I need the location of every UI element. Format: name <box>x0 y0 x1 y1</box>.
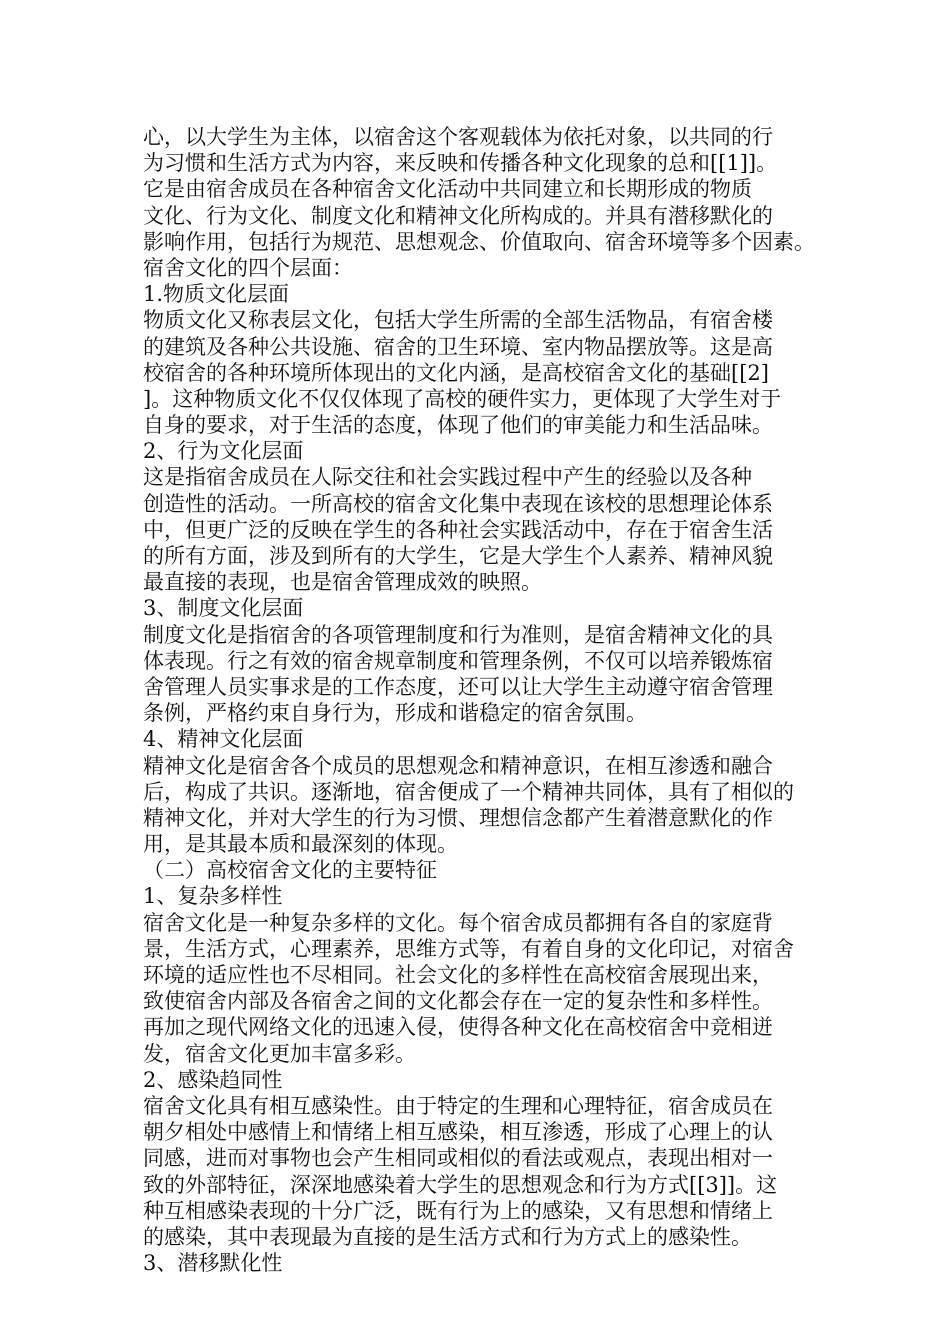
text-line: 创造性的活动。一所高校的宿舍文化集中表现在该校的思想理论体系 <box>143 491 773 516</box>
text-line: 制度文化是指宿舍的各项管理制度和行为准则，是宿舍精神文化的具 <box>143 622 773 647</box>
text-line: 宿舍文化的四个层面： <box>143 255 353 280</box>
document-body <box>143 124 815 1276</box>
text-line: 环境的适应性也不尽相同。社会文化的多样性在高校宿舍展现出来， <box>143 963 773 987</box>
text-line: 自身的要求，对于生活的态度，体现了他们的审美能力和生活品味。 <box>143 413 773 438</box>
text-line: 的所有方面，涉及到所有的大学生，它是大学生个人素养、精神风貌 <box>143 544 773 568</box>
text-line: 条例，严格约束自身行为，形成和谐稳定的宿舍氛围。 <box>143 701 647 726</box>
text-line: 物质文化又称表层文化，包括大学生所需的全部生活物品，有宿舍楼 <box>143 308 773 333</box>
text-line: 校宿舍的各种环境所体现出的文化内涵，是高校宿舍文化的基础[[2] <box>143 360 769 385</box>
text-line: 的建筑及各种公共设施、宿舍的卫生环境、室内物品摆放等。这是高 <box>143 334 773 359</box>
text-line: 为习惯和生活方式为内容，来反映和传播各种文化现象的总和[[1]]。 <box>143 151 778 176</box>
text-line: 种互相感染表现的十分广泛，既有行为上的感染，又有思想和情绪上 <box>143 1198 773 1223</box>
text-line: 宿舍文化是一种复杂多样的文化。每个宿舍成员都拥有各自的家庭背 <box>143 910 773 935</box>
text-line: 后，构成了共识。逐渐地，宿舍便成了一个精神共同体，具有了相似的 <box>143 779 794 804</box>
text-line: （二）高校宿舍文化的主要特征 <box>143 858 437 883</box>
text-line: 的感染，其中表现最为直接的是生活方式和行为方式上的感染性。 <box>143 1224 752 1249</box>
text-line: 最直接的表现，也是宿舍管理成效的映照。 <box>143 570 542 595</box>
text-line: 中，但更广泛的反映在学生的各种社会实践活动中，存在于宿舍生活 <box>143 517 773 542</box>
text-line: 1、复杂多样性 <box>143 884 283 909</box>
text-line: 致使宿舍内部及各宿舍之间的文化都会存在一定的复杂性和多样性。 <box>143 989 773 1014</box>
text-line: 再加之现代网络文化的迅速入侵，使得各种文化在高校宿舍中竞相迸 <box>143 1015 773 1040</box>
text-line: 朝夕相处中感情上和情绪上相互感染，相互渗透，形成了心理上的认 <box>143 1120 773 1145</box>
text-line: ]。这种物质文化不仅仅体现了高校的硬件实力，更体现了大学生对于 <box>143 386 782 411</box>
text-line: 精神文化，并对大学生的行为习惯、理想信念都产生着潜意默化的作 <box>143 805 773 830</box>
text-line: 宿舍文化具有相互感染性。由于特定的生理和心理特征，宿舍成员在 <box>143 1093 773 1118</box>
text-line: 舍管理人员实事求是的工作态度，还可以让大学生主动遵守宿舍管理 <box>143 674 773 699</box>
text-line: 3、制度文化层面 <box>143 596 304 621</box>
text-line: 4、精神文化层面 <box>143 727 304 752</box>
text-line: 精神文化是宿舍各个成员的思想观念和精神意识，在相互渗透和融合 <box>143 753 773 778</box>
text-line: 心，以大学生为主体，以宿舍这个客观载体为依托对象，以共同的行 <box>143 125 773 149</box>
text-line: 同感，进而对事物也会产生相同或相似的看法或观点，表现出相对一 <box>143 1146 773 1171</box>
text-line: 致的外部特征，深深地感染着大学生的思想观念和行为方式[[3]]。这 <box>143 1172 778 1197</box>
text-line: 文化、行为文化、制度文化和精神文化所构成的。并具有潜移默化的 <box>143 203 773 228</box>
text-line: 1.物质文化层面 <box>143 282 290 307</box>
text-line: 这是指宿舍成员在人际交往和社会实践过程中产生的经验以及各种 <box>143 465 752 490</box>
text-line: 发，宿舍文化更加丰富多彩。 <box>143 1041 416 1066</box>
text-line: 2、感染趋同性 <box>143 1067 283 1092</box>
text-line: 2、行为文化层面 <box>143 439 304 464</box>
text-line: 体表现。行之有效的宿舍规章制度和管理条例，不仅可以培养锻炼宿 <box>143 648 773 673</box>
text-line: 它是由宿舍成员在各种宿舍文化活动中共同建立和长期形成的物质 <box>143 177 752 202</box>
text-line: 3、潜移默化性 <box>143 1251 283 1276</box>
text-line: 景，生活方式，心理素养，思维方式等，有着自身的文化印记，对宿舍 <box>143 936 794 961</box>
text-line: 用，是其最本质和最深刻的体现。 <box>143 832 458 857</box>
text-line: 影响作用，包括行为规范、思想观念、价值取向、宿舍环境等多个因素。 <box>143 229 815 254</box>
